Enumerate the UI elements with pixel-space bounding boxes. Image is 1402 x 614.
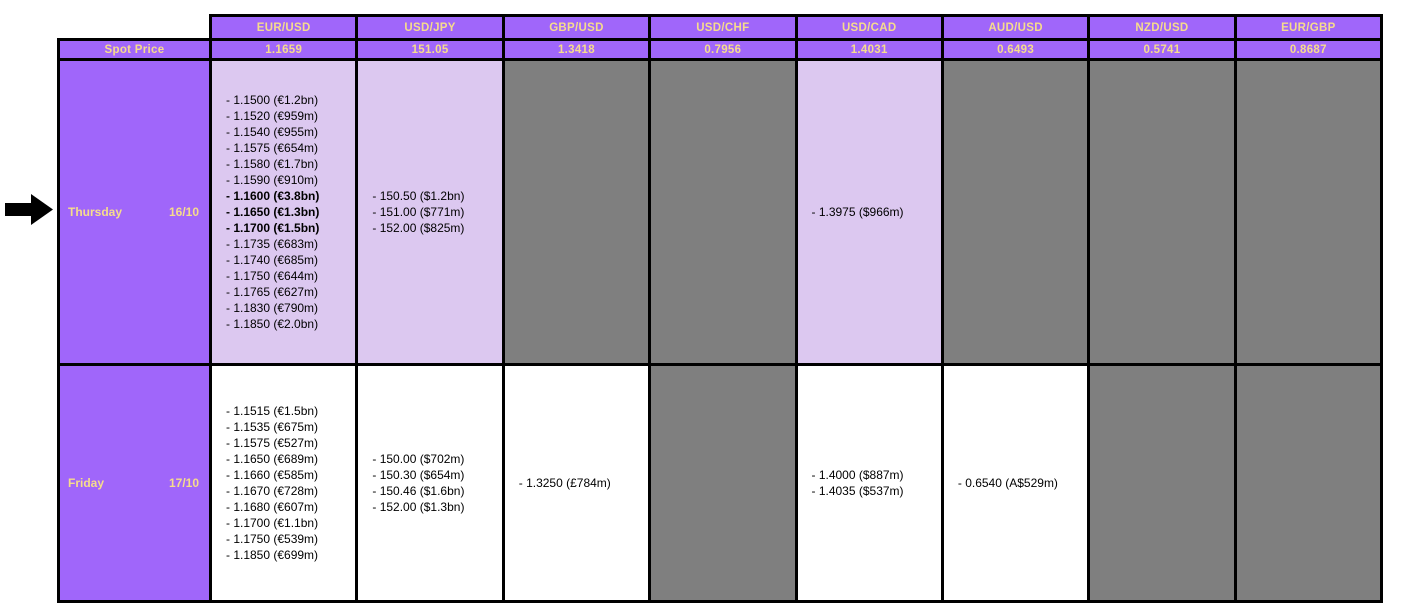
strike-line: - 1.1650 (€689m) [226,452,319,466]
strike-list [944,366,1087,600]
strike-line: - 1.1850 (€2.0bn) [226,317,319,331]
cell-friday-audusd [942,365,1088,602]
strike-line: - 1.1650 (€1.3bn) [226,205,320,219]
expiry-row-thursday [59,60,1382,365]
column-header-usdjpy: USD/JPY [357,16,503,40]
strike-list [212,61,355,363]
strike-line: - 150.00 ($702m) [372,452,465,466]
cell-thursday-nzdusd-empty [1089,60,1235,365]
spot-price-label: Spot Price [59,40,211,60]
strike-list [798,366,941,600]
spot-price-usdchf: 0.7956 [650,40,796,60]
strike-line: - 1.4035 ($537m) [811,484,904,498]
current-day-arrow-icon [5,192,53,227]
expiries-table [57,14,1383,603]
cell-thursday-eurgbp-empty [1235,60,1381,365]
strike-line: - 1.1600 (€3.8bn) [226,189,320,203]
strike-line: - 1.1575 (€654m) [226,141,319,155]
strike-line: - 1.1535 (€675m) [226,420,319,434]
cell-friday-nzdusd-empty [1089,365,1235,602]
cell-thursday-eurusd [211,60,357,365]
strike-line: - 1.1580 (€1.7bn) [226,157,319,171]
spot-price-audusd: 0.6493 [942,40,1088,60]
spot-price-nzdusd: 0.5741 [1089,40,1235,60]
expiry-row-friday [59,365,1382,602]
strike-line: - 1.4000 ($887m) [811,468,904,482]
strike-line: - 1.1520 (€959m) [226,109,319,123]
strike-line: - 150.50 ($1.2bn) [372,189,465,203]
day-label-thursday [59,60,211,365]
strike-list [798,61,941,363]
column-header-gbpusd: GBP/USD [503,16,649,40]
spot-price-eurusd: 1.1659 [211,40,357,60]
day-label-friday [59,365,211,602]
strike-line: - 1.1765 (€627m) [226,285,319,299]
day-date: 17/10 [168,476,199,490]
column-header-nzdusd: NZD/USD [1089,16,1235,40]
column-header-eurusd: EUR/USD [211,16,357,40]
strike-line: - 1.1540 (€955m) [226,125,319,139]
strike-list [505,366,648,600]
strike-list [212,366,355,600]
strike-line: - 151.00 ($771m) [372,205,465,219]
strike-line: - 1.3250 (£784m) [518,476,611,490]
cell-friday-usdjpy [357,365,503,602]
day-label-wrap [60,205,209,219]
blank-corner [59,16,211,40]
spot-price-row [59,40,1382,60]
strike-line: - 1.1735 (€683m) [226,237,319,251]
day-label-wrap [60,476,209,490]
cell-thursday-usdchf-empty [650,60,796,365]
strike-line: - 1.1830 (€790m) [226,301,319,315]
strike-list [358,61,501,363]
column-header-usdchf: USD/CHF [650,16,796,40]
strike-list [358,366,501,600]
strike-line: - 1.1670 (€728m) [226,484,319,498]
column-header-audusd: AUD/USD [942,16,1088,40]
cell-thursday-audusd-empty [942,60,1088,365]
strike-line: - 1.1590 (€910m) [226,173,319,187]
column-header-usdcad: USD/CAD [796,16,942,40]
strike-line: - 1.1740 (€685m) [226,253,319,267]
day-date: 16/10 [168,205,199,219]
strike-line: - 1.1700 (€1.1bn) [226,516,319,530]
strike-line: - 1.3975 ($966m) [811,205,904,219]
strike-line: - 0.6540 (A$529m) [957,476,1058,490]
cell-friday-gbpusd [503,365,649,602]
column-header-eurgbp: EUR/GBP [1235,16,1381,40]
strike-line: - 1.1750 (€539m) [226,532,319,546]
strike-line: - 152.00 ($825m) [372,221,465,235]
cell-friday-eurgbp-empty [1235,365,1381,602]
spot-price-usdjpy: 151.05 [357,40,503,60]
cell-thursday-usdjpy [357,60,503,365]
strike-line: - 1.1515 (€1.5bn) [226,404,319,418]
strike-line: - 1.1500 (€1.2bn) [226,93,319,107]
strike-line: - 152.00 ($1.3bn) [372,500,465,514]
day-name: Thursday [68,205,123,219]
strike-line: - 1.1680 (€607m) [226,500,319,514]
strike-line: - 1.1700 (€1.5bn) [226,221,320,235]
strike-line: - 1.1575 (€527m) [226,436,319,450]
strike-line: - 150.46 ($1.6bn) [372,484,465,498]
cell-thursday-usdcad [796,60,942,365]
strike-line: - 150.30 ($654m) [372,468,465,482]
day-name: Friday [68,476,105,490]
spot-price-usdcad: 1.4031 [796,40,942,60]
cell-friday-usdcad [796,365,942,602]
spot-price-gbpusd: 1.3418 [503,40,649,60]
cell-thursday-gbpusd-empty [503,60,649,365]
pair-header-row [59,16,1382,40]
spot-price-eurgbp: 0.8687 [1235,40,1381,60]
cell-friday-usdchf-empty [650,365,796,602]
strike-line: - 1.1750 (€644m) [226,269,319,283]
cell-friday-eurusd [211,365,357,602]
strike-line: - 1.1660 (€585m) [226,468,319,482]
strike-line: - 1.1850 (€699m) [226,548,319,562]
